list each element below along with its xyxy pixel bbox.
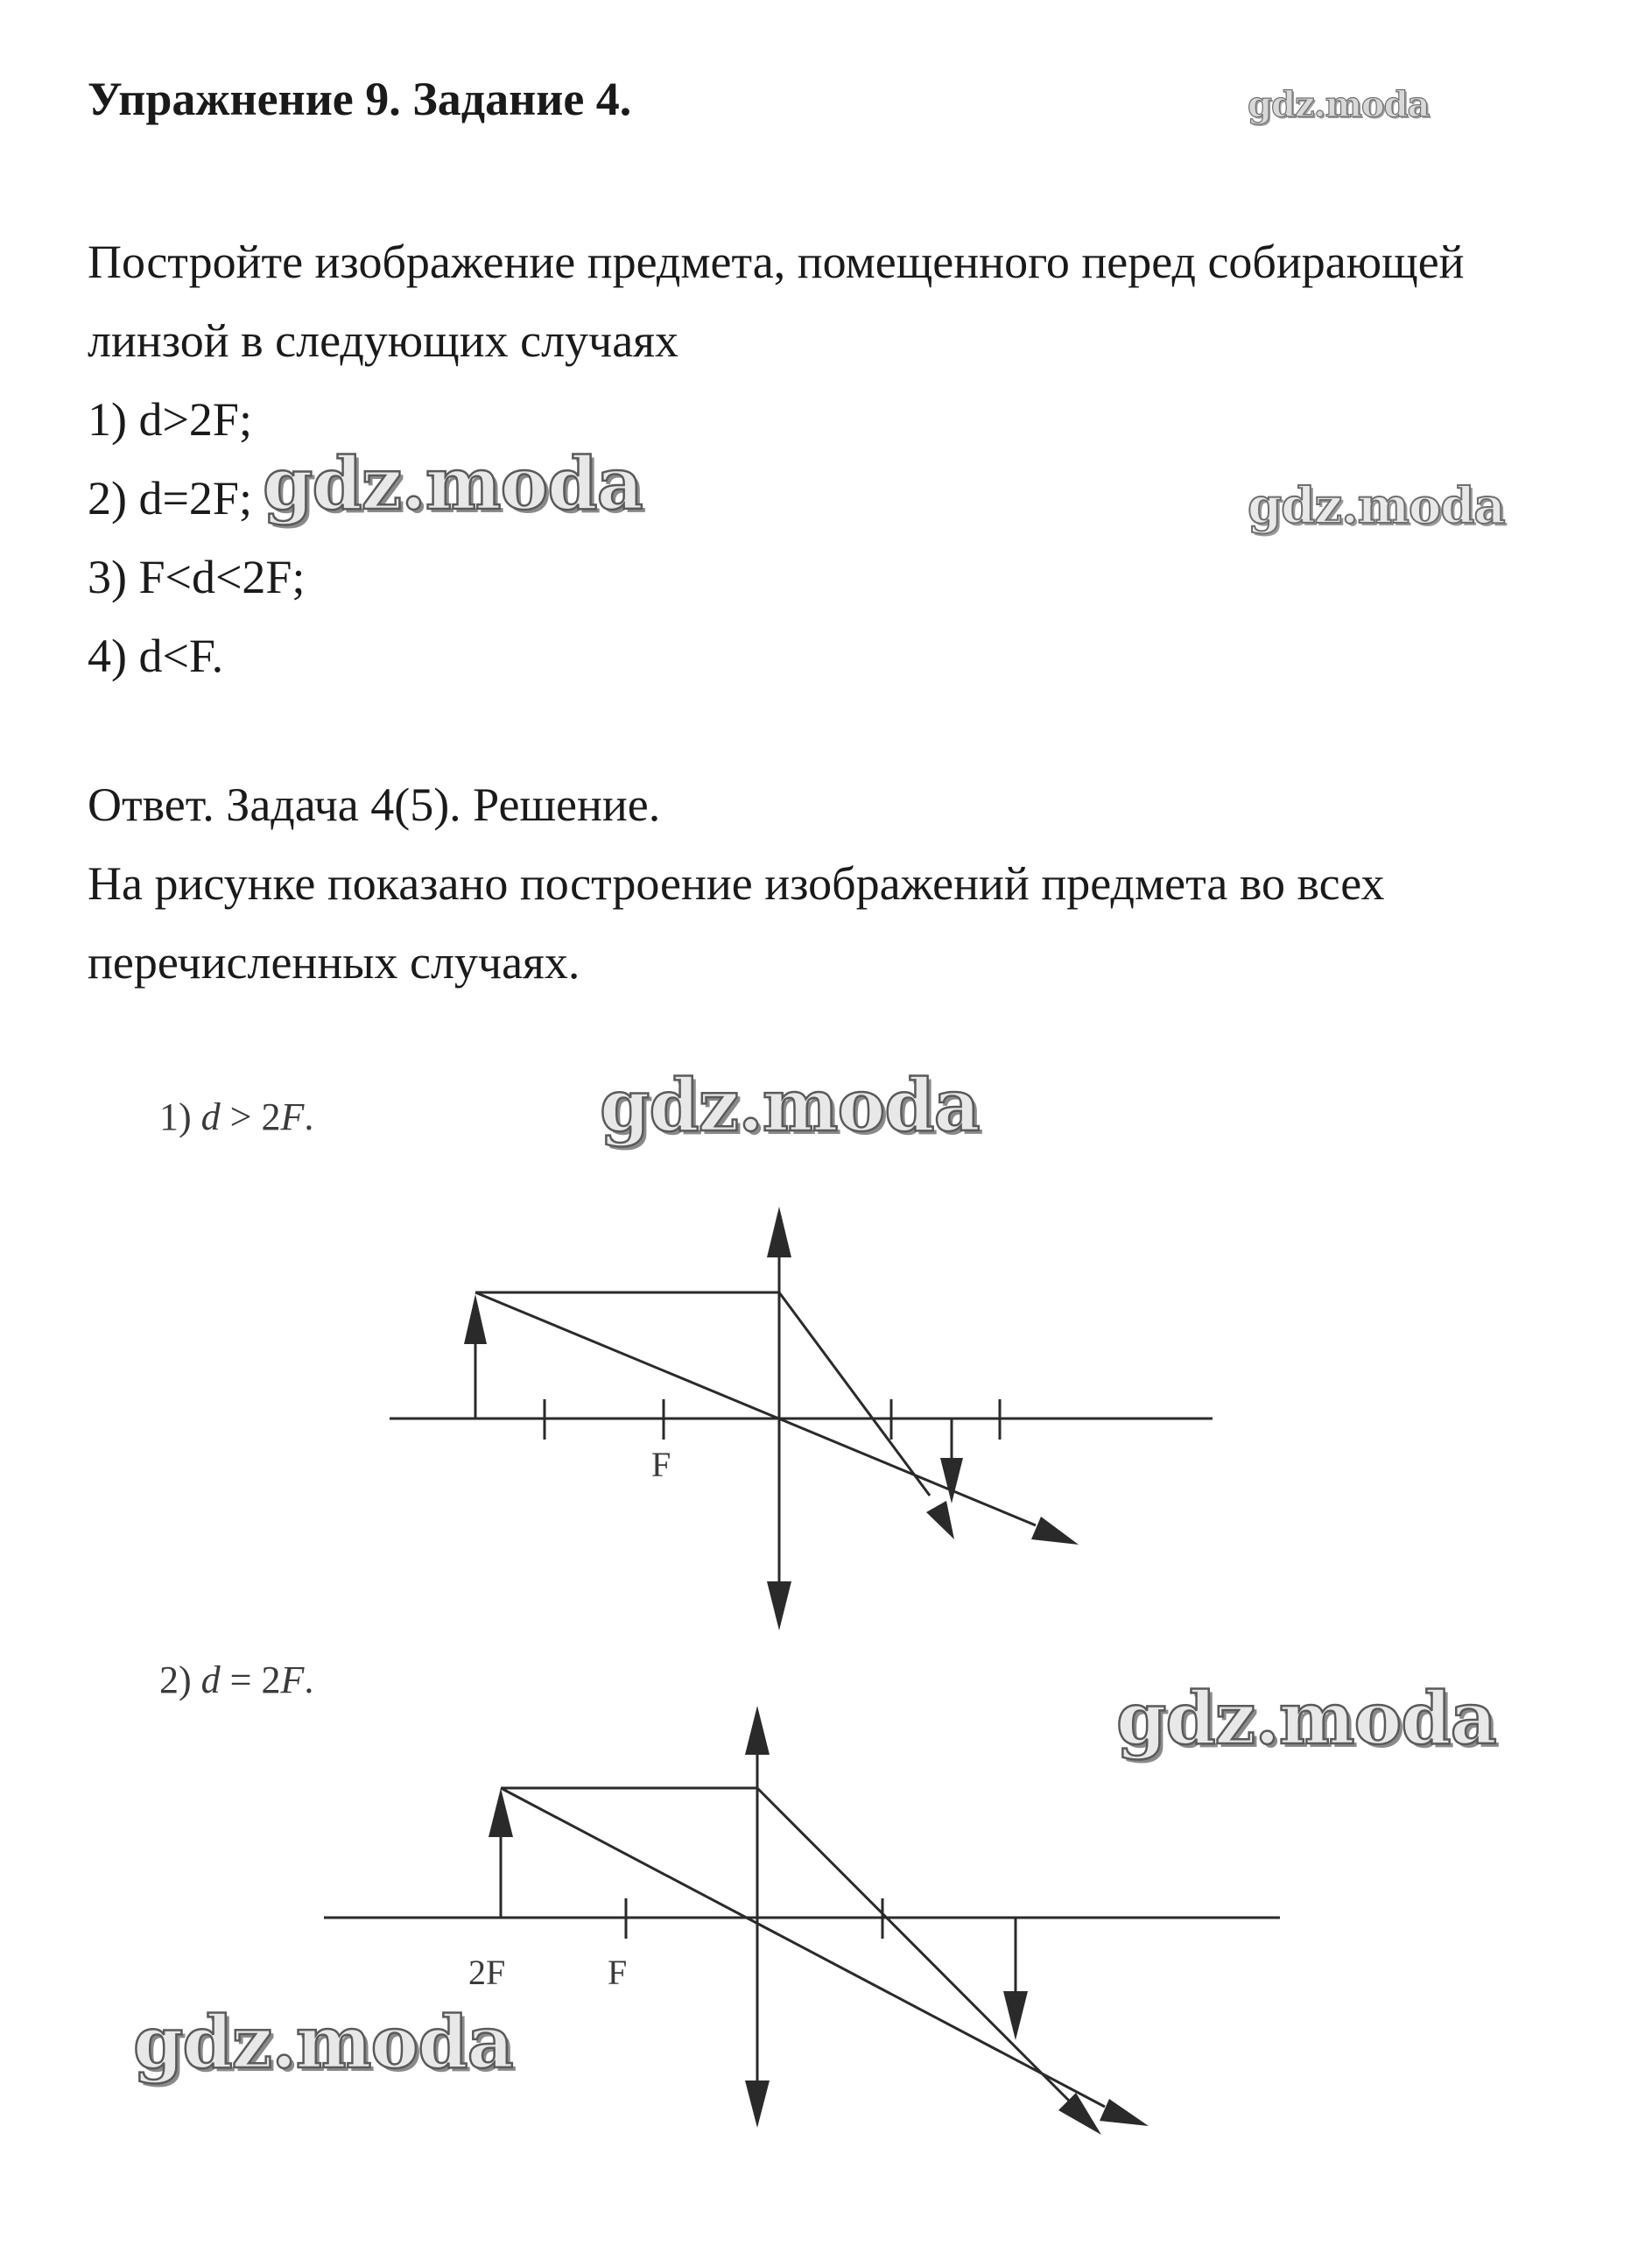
- task-case-1: 1) d>2F;: [88, 393, 252, 446]
- figure-2-caption: 2) d = 2F.: [159, 1658, 314, 1701]
- watermark-logo: gdz.moda: [1116, 1677, 1496, 1761]
- task-case-3: 3) F<d<2F;: [88, 551, 306, 603]
- watermark-logo: gdz.moda: [133, 2001, 513, 2085]
- watermark-logo: gdz.moda: [1248, 84, 1430, 125]
- task-case-2: 2) d=2F;: [88, 472, 252, 525]
- ray-refracted: [779, 1292, 930, 1496]
- ray-arrow-1: [926, 1501, 954, 1539]
- label-f: F: [651, 1445, 671, 1484]
- label-f: F: [608, 1953, 628, 1992]
- watermark-logo: gdz.moda: [600, 1064, 980, 1148]
- lens-arrow-bottom: [745, 2080, 770, 2128]
- lens-arrow-top: [767, 1207, 791, 1257]
- answer-text-line-2: перечисленных случаях.: [88, 936, 580, 989]
- page-title: Упражнение 9. Задание 4.: [88, 73, 632, 125]
- figure-1-caption: 1) d > 2F.: [159, 1095, 314, 1138]
- ray-arrow-1: [1058, 2093, 1101, 2135]
- ray-arrow-2: [1100, 2099, 1149, 2126]
- answer-heading: Ответ. Задача 4(5). Решение.: [88, 778, 661, 831]
- lens-arrow-top: [745, 1706, 770, 1755]
- ray-arrow-2: [1031, 1517, 1079, 1545]
- watermark-logo: gdz.moda: [263, 442, 643, 526]
- label-2f: 2F: [468, 1953, 506, 1992]
- task-case-4: 4) d<F.: [88, 630, 224, 682]
- watermark-logo: gdz.moda: [1248, 477, 1505, 535]
- lens-arrow-bottom: [767, 1581, 791, 1630]
- task-text-line-2: линзой в следующих случаях: [88, 314, 678, 367]
- figure-1-diagram: [390, 1207, 1213, 1630]
- answer-text-line-1: На рисунке показано построение изображений предмета во всех: [88, 857, 1385, 910]
- task-text-line-1: Постройте изображение предмета, помещенного перед собирающей: [88, 236, 1465, 288]
